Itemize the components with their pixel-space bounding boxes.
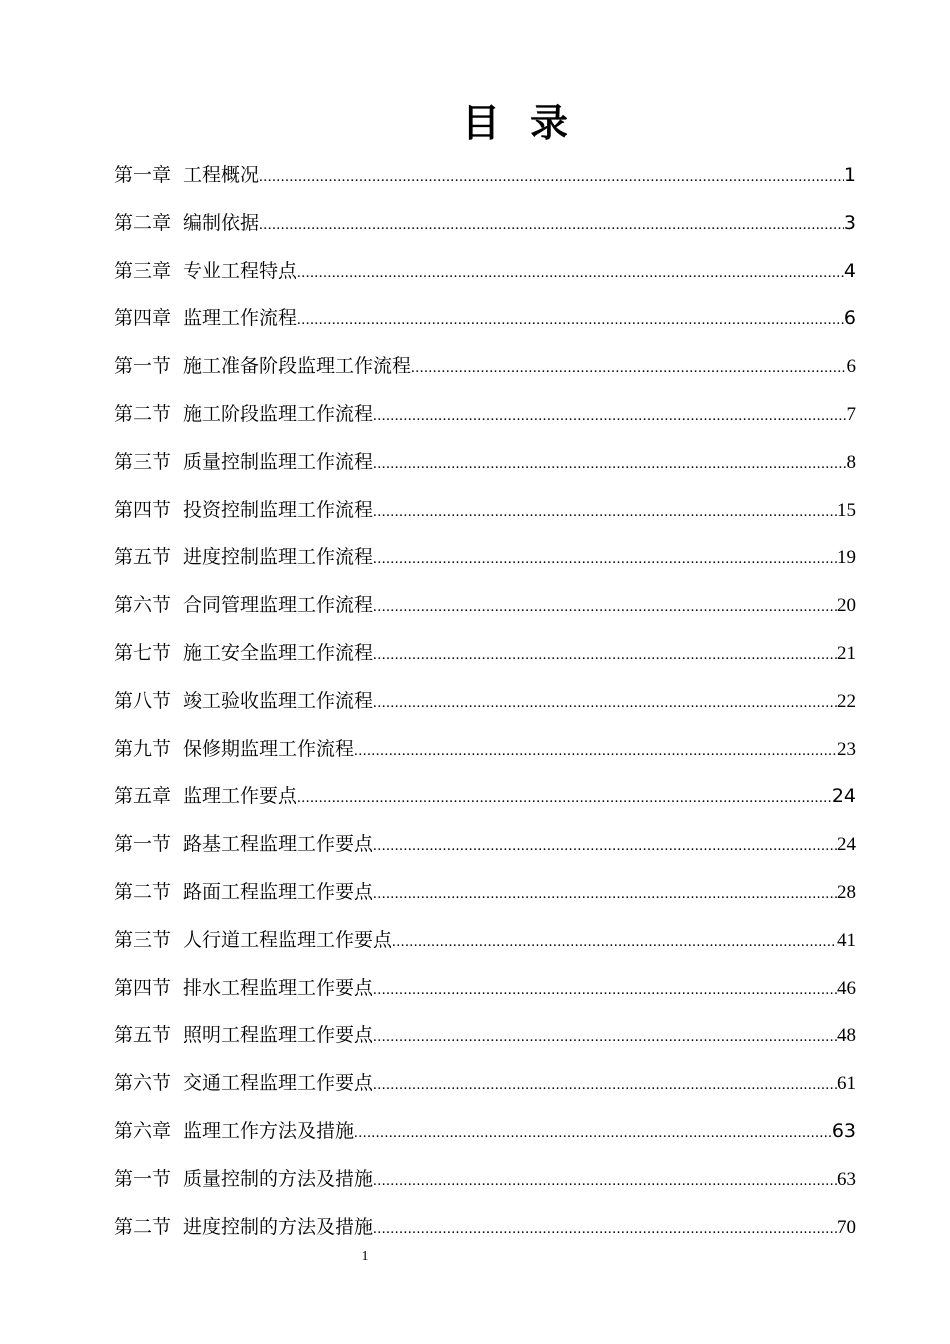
toc-dot-leader (259, 154, 844, 202)
toc-entry-chapter[interactable] (114, 295, 856, 343)
toc-dot-leader (373, 393, 846, 441)
toc-entry-page: 24 (831, 785, 856, 808)
toc-dot-leader (373, 441, 846, 489)
toc-entry-section[interactable] (114, 965, 856, 1013)
toc-entry-page: 15 (837, 499, 856, 521)
toc-entry-section[interactable] (114, 726, 856, 774)
toc-entry-label: 投资控制监理工作流程 (183, 498, 374, 521)
toc-entry-number: 第三节 (114, 450, 172, 473)
toc-entry-section[interactable] (114, 534, 856, 582)
toc-dot-leader (373, 680, 837, 728)
toc-entry-label: 工程概况 (183, 164, 260, 186)
toc-entry-label: 专业工程特点 (183, 259, 298, 282)
toc-entry-page: 8 (846, 451, 856, 473)
toc-entry-number: 第二节 (114, 402, 172, 425)
toc-entry-section[interactable] (114, 630, 856, 678)
toc-entry-section[interactable] (114, 917, 856, 965)
toc-entry-number: 第二节 (114, 1215, 172, 1238)
toc-entry-chapter[interactable] (114, 773, 856, 821)
toc-dot-leader (373, 823, 837, 871)
toc-entry-number: 第六节 (114, 594, 172, 617)
toc-entry-page: 23 (837, 738, 856, 760)
toc-dot-leader (373, 1062, 837, 1110)
toc-entry-section[interactable] (114, 582, 856, 630)
toc-entry-section[interactable] (114, 343, 856, 391)
toc-entry-label: 监理工作要点 (183, 785, 298, 808)
toc-dot-leader (373, 584, 837, 632)
toc-entry-section[interactable] (114, 1012, 856, 1060)
toc-entry-section[interactable] (114, 487, 856, 535)
toc-entry-number: 第六节 (114, 1072, 172, 1095)
toc-entry-number: 第七节 (114, 641, 172, 664)
toc-entry-chapter[interactable] (114, 248, 856, 296)
toc-dot-leader (373, 1206, 837, 1254)
toc-entry-section[interactable] (114, 821, 856, 869)
toc-entry-page: 24 (837, 834, 856, 856)
toc-entry-label: 施工安全监理工作流程 (183, 641, 374, 664)
toc-entry-page: 63 (837, 1168, 856, 1190)
toc-entry-page: 46 (837, 977, 856, 999)
toc-entry-page: 28 (837, 881, 856, 903)
toc-entry-label: 人行道工程监理工作要点 (183, 928, 393, 951)
toc-entry-page: 48 (837, 1025, 856, 1047)
toc-entry-page: 61 (837, 1073, 856, 1095)
toc-entry-number: 第五章 (114, 785, 172, 808)
toc-entry-chapter[interactable] (114, 152, 856, 200)
toc-dot-leader (373, 489, 837, 537)
toc-entry-number: 第一章 (114, 164, 172, 186)
toc-entry-number: 第一节 (114, 1167, 172, 1190)
toc-entry-label: 质量控制监理工作流程 (183, 450, 374, 473)
toc-dot-leader (411, 345, 846, 393)
toc-entry-page: 63 (831, 1119, 856, 1142)
toc-dot-leader (373, 1014, 837, 1062)
toc-dot-leader (354, 728, 837, 776)
toc-entry-label: 监理工作方法及措施 (183, 1119, 355, 1142)
toc-entry-number: 第三节 (114, 928, 172, 951)
toc-entry-page: 6 (846, 356, 856, 378)
toc-entry-number: 第五节 (114, 546, 172, 569)
toc-entry-page: 4 (843, 259, 856, 282)
toc-dot-leader (297, 775, 832, 823)
toc-entry-page: 7 (846, 403, 856, 425)
toc-entry-section[interactable] (114, 1204, 856, 1252)
toc-entry-number: 第九节 (114, 737, 172, 760)
toc-dot-leader (373, 1158, 837, 1206)
toc-dot-leader (373, 967, 837, 1015)
toc-entry-label: 合同管理监理工作流程 (183, 594, 374, 617)
toc-entry-label: 监理工作流程 (183, 307, 298, 330)
page-title: 目录 (461, 101, 598, 145)
toc-entry-section[interactable] (114, 869, 856, 917)
toc-entry-page: 3 (843, 211, 856, 234)
toc-entry-chapter[interactable] (114, 1108, 856, 1156)
toc-entry-label: 照明工程监理工作要点 (183, 1024, 374, 1047)
toc-entry-number: 第二章 (114, 211, 172, 234)
toc-dot-leader (373, 536, 837, 584)
table-of-contents (114, 152, 856, 1251)
toc-entry-label: 质量控制的方法及措施 (183, 1167, 374, 1190)
toc-dot-leader (297, 250, 844, 298)
toc-entry-label: 进度控制监理工作流程 (183, 546, 374, 569)
toc-entry-label: 保修期监理工作流程 (183, 737, 355, 760)
toc-dot-leader (373, 632, 837, 680)
toc-entry-label: 施工准备阶段监理工作流程 (183, 355, 412, 378)
toc-entry-number: 第二节 (114, 880, 172, 903)
toc-entry-section[interactable] (114, 1156, 856, 1204)
toc-entry-section[interactable] (114, 391, 856, 439)
page-number-footer: 1 (361, 1249, 369, 1264)
toc-entry-page: 6 (843, 307, 856, 330)
toc-entry-number: 第五节 (114, 1024, 172, 1047)
toc-entry-page: 19 (837, 547, 856, 569)
toc-entry-label: 竣工验收监理工作流程 (183, 689, 374, 712)
toc-entry-number: 第三章 (114, 259, 172, 282)
toc-entry-page: 22 (837, 690, 856, 712)
toc-entry-label: 编制依据 (183, 211, 260, 234)
toc-entry-label: 排水工程监理工作要点 (183, 976, 374, 999)
toc-dot-leader (354, 1110, 832, 1158)
toc-dot-leader (259, 202, 844, 250)
toc-entry-label: 路基工程监理工作要点 (183, 833, 374, 856)
toc-dot-leader (297, 297, 844, 345)
toc-entry-number: 第四章 (114, 307, 172, 330)
toc-entry-page: 70 (837, 1216, 856, 1238)
toc-entry-label: 进度控制的方法及措施 (183, 1215, 374, 1238)
toc-entry-number: 第一节 (114, 833, 172, 856)
toc-entry-number: 第八节 (114, 689, 172, 712)
toc-dot-leader (392, 919, 837, 967)
toc-entry-section[interactable] (114, 439, 856, 487)
toc-entry-number: 第四节 (114, 498, 172, 521)
toc-entry-label: 交通工程监理工作要点 (183, 1072, 374, 1095)
toc-entry-label: 路面工程监理工作要点 (183, 880, 374, 903)
toc-entry-section[interactable] (114, 1060, 856, 1108)
toc-entry-number: 第一节 (114, 355, 172, 378)
toc-entry-page: 20 (837, 595, 856, 617)
toc-entry-number: 第六章 (114, 1119, 172, 1142)
toc-entry-section[interactable] (114, 678, 856, 726)
toc-entry-page: 1 (843, 164, 856, 186)
toc-entry-label: 施工阶段监理工作流程 (183, 402, 374, 425)
toc-entry-chapter[interactable] (114, 200, 856, 248)
toc-dot-leader (373, 871, 837, 919)
toc-entry-page: 41 (837, 929, 856, 951)
toc-entry-number: 第四节 (114, 976, 172, 999)
toc-entry-page: 21 (837, 642, 856, 664)
